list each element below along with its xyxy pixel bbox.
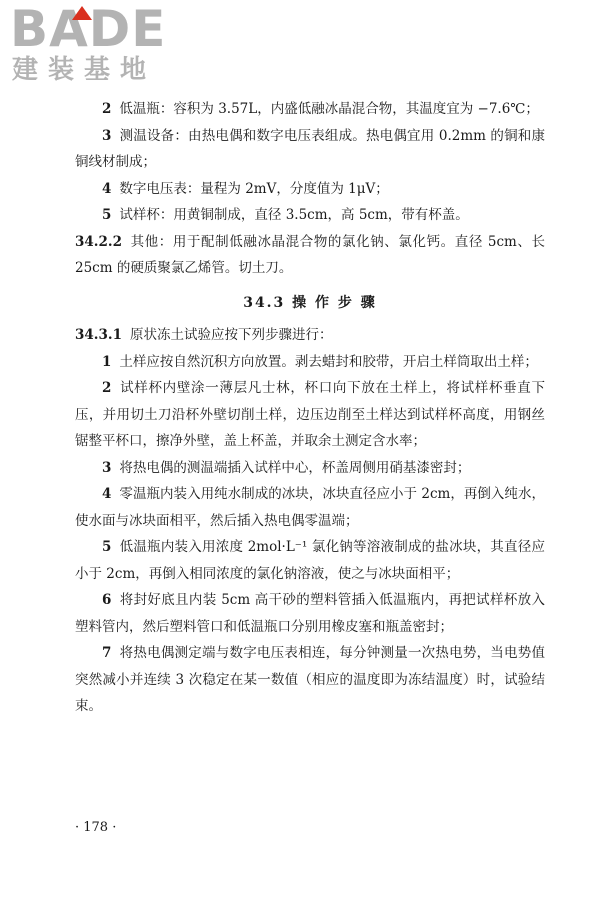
list-item: 1 土样应按自然沉积方向放置。剥去蜡封和胶带，开启土样筒取出土样；: [102, 353, 538, 370]
list-item: 5 低温瓶内装入用浓度 2mol·L⁻¹ 氯化钠等溶液制成的盐冰块，其直径应小于 2cm，再倒入相同浓度的氯化钠溶液，使之与冰块面相平；: [75, 539, 545, 582]
list-item: 4 零温瓶内装入用纯水制成的冰块，冰块直径应小于 2cm，再倒入纯水，使水面与冰块面相平，然后插入热电偶零温端；: [75, 486, 545, 529]
clause-34-2-2: 34.2.2 其他：用于配制低融冰晶混合物的氯化钠、氯化钙。直径 5cm、长 25cm 的硬质聚氯乙烯管。切土刀。: [75, 233, 545, 276]
list-item: 4 数字电压表：量程为 2mV，分度值为 1μV；: [102, 180, 389, 197]
list-item: 6 将封好底且内装 5cm 高干砂的塑料管插入低温瓶内，再把试样杯放入塑料管内，然后塑料管口和低温瓶口分别用橡皮塞和瓶盖密封；: [75, 592, 545, 635]
list-item: 3 测温设备：由热电偶和数字电压表组成。热电偶宜用 0.2mm 的铜和康铜线材制成；: [75, 127, 545, 170]
list-item: 2 试样杯内壁涂一薄层凡士林，杯口向下放在土样上，将试样杯垂直下压，并用切土刀沿杯外壁切削土样，边压边削至土样达到试样杯高度，用钢丝锯整平杯口，擦净外壁，盖上杯盖，并取余土测定含水率；: [75, 380, 545, 449]
clause-34-3-1: 34.3.1 原状冻土试验应按下列步骤进行：: [75, 327, 333, 343]
list-item: 2 低温瓶：容积为 3.57L，内盛低融冰晶混合物，其温度宜为 −7.6℃；: [102, 101, 539, 117]
document-body: [75, 96, 545, 720]
logo: [10, 2, 180, 90]
list-item: 3 将热电偶的测温端插入试样中心，杯盖周侧用硝基漆密封；: [102, 459, 471, 476]
logo-sub-text: 建装基地: [12, 55, 157, 85]
section-heading: 34.3 操 作 步 骤: [243, 294, 377, 311]
page-number: · 178 ·: [75, 820, 117, 835]
list-item: 7 将热电偶测定端与数字电压表相连，每分钟测量一次热电势，当电势值突然减小并连续 3 次稳定在某一数值（相应的温度即为冻结温度）时，试验结束。: [75, 645, 545, 714]
logo-main-text: BADE: [10, 0, 167, 58]
logo-accent-icon: [72, 6, 92, 20]
list-item: 5 试样杯：用黄铜制成，直径 3.5cm，高 5cm，带有杯盖。: [102, 207, 469, 223]
